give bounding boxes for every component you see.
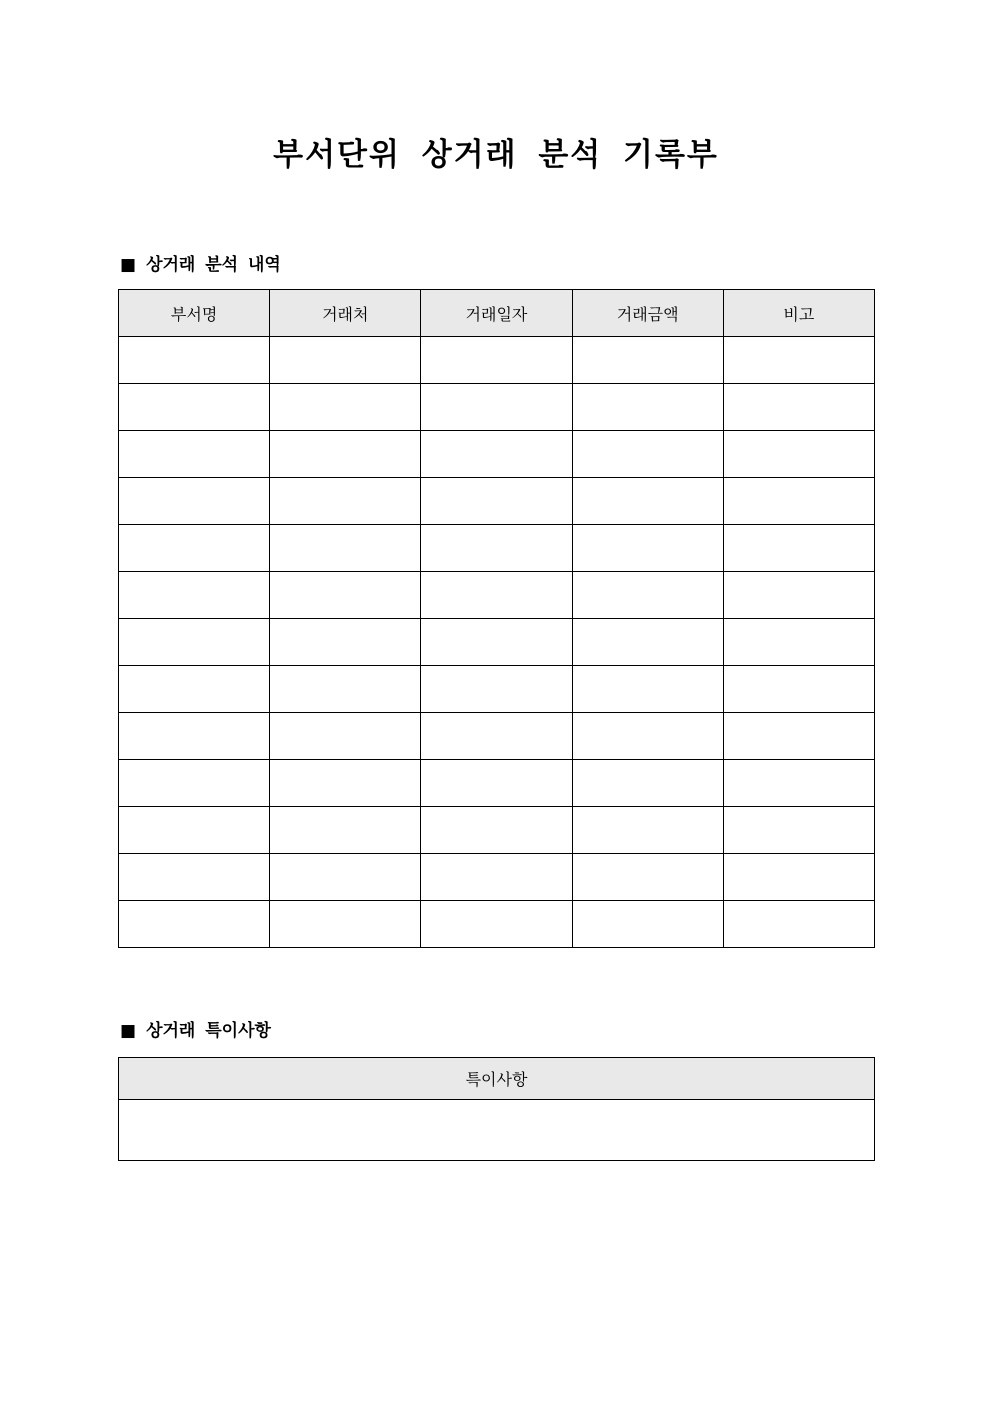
table-cell[interactable]	[572, 384, 723, 431]
table-cell[interactable]	[270, 666, 421, 713]
table-row	[119, 666, 875, 713]
table-cell[interactable]	[270, 431, 421, 478]
table-row	[119, 619, 875, 666]
notes-row	[119, 1100, 875, 1161]
table-cell[interactable]	[270, 854, 421, 901]
column-header-notes: 특이사항	[119, 1058, 875, 1100]
table-cell[interactable]	[723, 337, 874, 384]
table-cell[interactable]	[119, 337, 270, 384]
table-cell[interactable]	[119, 713, 270, 760]
table-cell[interactable]	[723, 384, 874, 431]
table-cell[interactable]	[270, 384, 421, 431]
analysis-table-header-row	[119, 290, 875, 337]
table-cell[interactable]	[119, 901, 270, 948]
table-cell[interactable]	[421, 854, 572, 901]
table-cell[interactable]	[572, 525, 723, 572]
table-cell[interactable]	[119, 431, 270, 478]
table-row	[119, 525, 875, 572]
table-row	[119, 384, 875, 431]
column-header-client: 거래처	[270, 290, 421, 337]
section-heading-notes	[120, 1020, 271, 1042]
table-cell[interactable]	[572, 619, 723, 666]
table-cell[interactable]	[270, 619, 421, 666]
table-cell[interactable]	[723, 807, 874, 854]
table-cell[interactable]	[723, 854, 874, 901]
square-bullet-icon: ■	[120, 1021, 137, 1041]
column-header-date: 거래일자	[421, 290, 572, 337]
notes-table-header-row	[119, 1058, 875, 1100]
section-heading-analysis	[120, 254, 281, 276]
table-cell[interactable]	[421, 572, 572, 619]
table-row	[119, 431, 875, 478]
table-cell[interactable]	[421, 807, 572, 854]
table-cell[interactable]	[270, 337, 421, 384]
table-cell[interactable]	[723, 666, 874, 713]
table-row	[119, 901, 875, 948]
table-cell[interactable]	[421, 666, 572, 713]
column-header-remarks: 비고	[723, 290, 874, 337]
table-cell[interactable]	[572, 478, 723, 525]
table-row	[119, 807, 875, 854]
page-title: 부서단위 상거래 분석 기록부	[273, 137, 719, 173]
table-cell[interactable]	[270, 713, 421, 760]
table-cell[interactable]	[572, 807, 723, 854]
table-row	[119, 478, 875, 525]
table-cell[interactable]	[572, 666, 723, 713]
table-row	[119, 854, 875, 901]
column-header-amount: 거래금액	[572, 290, 723, 337]
table-cell[interactable]	[119, 807, 270, 854]
section-heading-analysis-label: 상거래 분석 내역	[146, 255, 281, 275]
table-cell[interactable]	[270, 478, 421, 525]
table-cell[interactable]	[421, 384, 572, 431]
table-cell[interactable]	[572, 901, 723, 948]
table-cell[interactable]	[421, 619, 572, 666]
column-header-department: 부서명	[119, 290, 270, 337]
table-cell[interactable]	[723, 713, 874, 760]
section-heading-notes-label: 상거래 특이사항	[146, 1021, 271, 1041]
table-cell[interactable]	[421, 525, 572, 572]
table-cell[interactable]	[421, 713, 572, 760]
table-cell[interactable]	[723, 431, 874, 478]
table-cell[interactable]	[723, 525, 874, 572]
table-cell[interactable]	[572, 337, 723, 384]
square-bullet-icon: ■	[120, 255, 137, 275]
table-cell[interactable]	[421, 901, 572, 948]
table-cell[interactable]	[421, 760, 572, 807]
table-row	[119, 337, 875, 384]
table-cell[interactable]	[119, 666, 270, 713]
analysis-table	[118, 289, 875, 948]
table-cell[interactable]	[723, 572, 874, 619]
table-cell[interactable]	[270, 901, 421, 948]
table-cell[interactable]	[270, 572, 421, 619]
table-cell[interactable]	[572, 572, 723, 619]
notes-cell[interactable]	[119, 1100, 875, 1161]
table-cell[interactable]	[119, 525, 270, 572]
table-cell[interactable]	[723, 478, 874, 525]
table-cell[interactable]	[572, 854, 723, 901]
table-cell[interactable]	[723, 619, 874, 666]
notes-table	[118, 1057, 875, 1161]
table-cell[interactable]	[270, 760, 421, 807]
table-cell[interactable]	[119, 619, 270, 666]
table-cell[interactable]	[119, 478, 270, 525]
table-cell[interactable]	[421, 337, 572, 384]
table-cell[interactable]	[723, 760, 874, 807]
table-cell[interactable]	[270, 807, 421, 854]
table-row	[119, 713, 875, 760]
table-cell[interactable]	[723, 901, 874, 948]
table-row	[119, 760, 875, 807]
table-cell[interactable]	[421, 478, 572, 525]
table-cell[interactable]	[572, 713, 723, 760]
table-cell[interactable]	[421, 431, 572, 478]
table-cell[interactable]	[119, 854, 270, 901]
table-cell[interactable]	[572, 760, 723, 807]
table-cell[interactable]	[572, 431, 723, 478]
table-cell[interactable]	[119, 572, 270, 619]
table-cell[interactable]	[119, 760, 270, 807]
table-cell[interactable]	[119, 384, 270, 431]
table-cell[interactable]	[270, 525, 421, 572]
table-row	[119, 572, 875, 619]
